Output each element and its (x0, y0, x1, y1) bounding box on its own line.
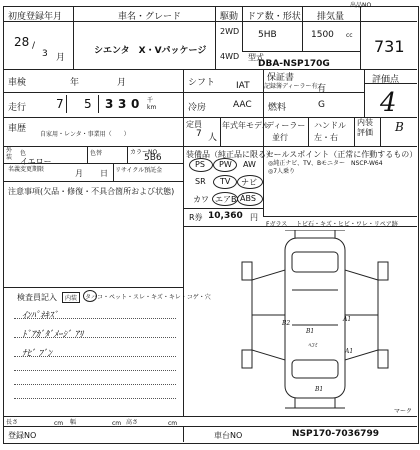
divider (183, 208, 263, 209)
length-label: 長さ (6, 419, 19, 426)
mileage-digit-5: 0 (131, 97, 140, 111)
model-year-label: 年式年モデル (222, 121, 270, 130)
interior-label: 内装評価 (357, 118, 373, 137)
equip-pw-circle (213, 158, 237, 172)
glass-items: トビ石・キズ・ヒビ・ワレ・リペア跡 (296, 221, 398, 228)
usage-options: 自家用・レンタ・事業用（ ） (40, 131, 130, 138)
cm-2: cm (112, 420, 122, 427)
color-no-value: 5B6 (144, 153, 162, 163)
lot-number: 731 (374, 37, 405, 56)
color-no-label: カラーNO (130, 149, 158, 156)
recycle-value: 10,360 (208, 211, 243, 221)
interior-notes-label: 内装 (62, 292, 80, 303)
displacement-label: 排気量 (317, 12, 345, 22)
inspection-label: 車検 (8, 78, 27, 88)
cm-1: cm (54, 420, 64, 427)
mark-roof-2: ﾍｺﾐ (308, 342, 318, 349)
model-label: 型式 (248, 53, 264, 62)
note-3: ﾅﾋﾞ ﾌﾞﾝ (22, 349, 52, 359)
equip-sr: SR (195, 177, 206, 186)
divider (364, 83, 417, 84)
mileage-digit-3: 3 (105, 97, 114, 111)
note-line (14, 370, 176, 371)
width-label: 幅 (70, 419, 77, 426)
color-value: イエロー (20, 157, 52, 166)
divider (242, 6, 243, 51)
recycle-unit: 円 (250, 213, 258, 222)
car-name: シエンタ X・Vパッケージ (94, 46, 207, 56)
divider (3, 146, 417, 147)
divider (354, 117, 355, 146)
color-label: 色 (20, 150, 27, 157)
divider (3, 21, 417, 22)
divider (263, 69, 264, 117)
title-month: 月 (75, 169, 83, 178)
divider (183, 146, 184, 416)
ref-label: 出品NO (350, 2, 372, 9)
divider (215, 6, 216, 69)
color-change-label: 色替 (90, 150, 103, 157)
sales-point-2: ◎7人乗り (268, 168, 296, 175)
note-line (14, 356, 176, 357)
capacity-value: 7 (196, 129, 202, 139)
month-unit-2: 月 (117, 78, 127, 88)
mark-right-rear: B1 (315, 386, 324, 393)
note-line (14, 318, 176, 319)
handle-label: ハンドル (314, 121, 346, 130)
ac-label: 冷房 (188, 103, 207, 113)
name-grade-label: 車名・グレード (118, 12, 182, 22)
drive-label: 駆動 (220, 12, 239, 22)
note-line (14, 398, 176, 399)
first-reg-year: 28 (14, 35, 30, 49)
divider (263, 216, 417, 217)
equip-pw: PW (219, 160, 232, 169)
divider (3, 92, 364, 93)
chassis-value: NSP170-7036799 (292, 429, 379, 439)
equip-airbag: エアB (215, 195, 237, 204)
equipment-label: 装備品（純正品に限る） (186, 150, 274, 159)
drive-4wd: 4WD (220, 52, 240, 61)
fuel-value: G (318, 100, 325, 110)
door-shape: 5HB (258, 30, 277, 40)
first-reg-label: 初度登録年月 (8, 12, 63, 22)
first-reg-month: 3 (42, 49, 48, 59)
note-line (14, 337, 176, 338)
exterior-label: 外装 (6, 147, 13, 161)
mileage-digit-1: 7 (56, 97, 64, 111)
shift-label: シフト (188, 78, 216, 88)
divider (3, 426, 417, 427)
equip-airbag-circle (212, 192, 238, 206)
divider (360, 6, 361, 69)
handle-value: 左・右 (314, 133, 338, 142)
interior-notes-items: タバコ・ペット・スレ・キズ・キレ・コゲ・穴 (85, 294, 211, 301)
divider (220, 117, 221, 146)
recycle-label: リサイクル預託金 (115, 167, 163, 174)
note-1: ｲﾝﾊﾟﾈｷｽﾞ (22, 311, 59, 321)
door-label: ドア数・形状 (247, 12, 301, 22)
mark-right-front: A1 (345, 348, 354, 355)
equip-ps-circle (189, 158, 213, 172)
mark-roof-1: B1 (306, 328, 315, 335)
model-code: DBA-NSP170G (258, 59, 330, 69)
car-diagram (240, 230, 390, 410)
tobacco-circle (83, 290, 97, 302)
cm-3: cm (168, 420, 178, 427)
divider (3, 181, 183, 182)
divider (263, 146, 264, 216)
equip-aw: AW (243, 160, 256, 169)
usage-label: 車歴 (8, 124, 27, 134)
equip-ps: PS (195, 160, 205, 169)
dealer-label: ディーラー (266, 121, 306, 130)
mileage-digit-2: 5 (84, 97, 92, 111)
mileage-label: 走行 (8, 103, 27, 113)
dealer-value: 並行 (272, 133, 288, 142)
divider (183, 69, 184, 146)
mark-rear-door-right: A1 (343, 316, 352, 323)
divider (364, 69, 365, 117)
equip-abs: ABS (240, 194, 256, 203)
divider (3, 416, 417, 417)
divider (380, 117, 381, 146)
cc-unit: cc (346, 32, 353, 39)
warranty-value: 有 (317, 84, 327, 94)
interior-value: B (395, 120, 404, 134)
mileage-unit: 千km (147, 97, 157, 111)
sales-point-1: ◎純正ナビ、TV、Bモニター NSCP-W64 (268, 160, 383, 167)
score-value: 4 (380, 88, 397, 118)
shift-value: IAT (236, 81, 250, 91)
divider (263, 117, 264, 146)
equip-navi-circle (237, 175, 263, 189)
capacity-unit: 人 (208, 133, 218, 143)
mileage-digit-4: 3 (118, 97, 127, 111)
inspector-label: 検査員記入 (17, 293, 57, 302)
month-unit: 月 (56, 53, 66, 63)
divider (73, 6, 74, 69)
equip-abs-circle (237, 192, 263, 206)
capacity-label: 定員 (186, 120, 202, 129)
title-day: 日 (100, 169, 108, 178)
note-2: ﾄﾞｱｶﾞﾀﾞﾒｰｼﾞ ｱﾘ (22, 330, 84, 340)
mark-label: マーク (394, 408, 413, 415)
divider (302, 6, 303, 51)
year-unit: 年 (70, 78, 80, 88)
warranty-label: 保証書 (267, 73, 295, 83)
equip-tv-circle (213, 175, 237, 189)
chassis-label: 車台NO (214, 431, 243, 440)
attention-label: 注意事項(欠品・修復・不具合箇所および状態) (8, 187, 175, 196)
note-line (14, 384, 176, 385)
title-label: 名義変更期限 (8, 166, 45, 173)
divider (3, 287, 183, 288)
ac-value: AAC (233, 100, 252, 110)
warranty-sub: 記録簿ディーラー有 (264, 83, 318, 90)
fuel-label: 燃料 (268, 103, 287, 113)
recycle-prefix: R券 (189, 213, 203, 222)
height-label: 高さ (126, 419, 139, 426)
reg-no-label: 登録NO (8, 431, 37, 440)
equip-navi: ナビ (241, 178, 257, 187)
equip-tv: TV (220, 177, 231, 186)
cc-value: 1500 (311, 30, 334, 40)
score-label: 評価点 (372, 75, 400, 85)
glass-label: Fガラス (266, 221, 288, 228)
divider (308, 117, 309, 146)
drive-2wd: 2WD (220, 27, 240, 36)
equip-leather: カワ (193, 195, 209, 204)
mark-left-front: B2 (282, 320, 291, 327)
sales-label: セールスポイント（正常に作動するもの） (266, 150, 418, 159)
divider (3, 69, 417, 70)
